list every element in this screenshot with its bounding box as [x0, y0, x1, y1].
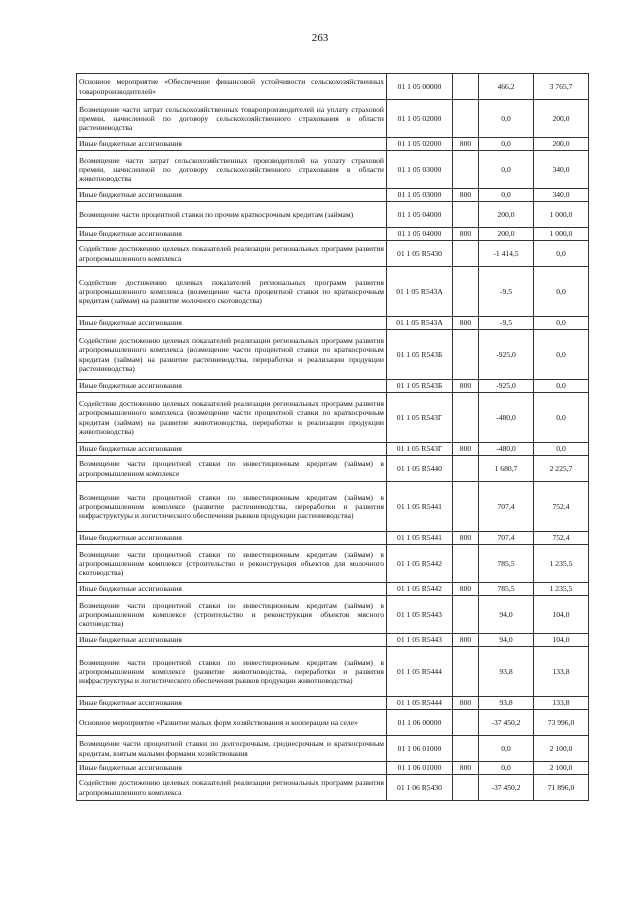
row-vr: 800 [453, 189, 479, 202]
row-value-2: 0,0 [534, 380, 589, 393]
row-name: Содействие достижению целевых показателей региональных программ развития агропромышленного комплекса (возмещение часта процентной ставки по краткосрочным кредитам (займам) на развитие молочного скотоводства) [77, 267, 387, 317]
row-code: 01 1 06 01000 [387, 736, 453, 762]
row-value-1: -9,5 [479, 267, 534, 317]
row-vr: 800 [453, 532, 479, 545]
table-row [77, 736, 589, 762]
row-code: 01 1 05 R5443 [387, 596, 453, 634]
row-vr [453, 647, 479, 697]
row-vr [453, 775, 479, 801]
row-value-1: -925,0 [479, 330, 534, 380]
row-value-1: 93,8 [479, 697, 534, 710]
row-vr: 800 [453, 443, 479, 456]
row-value-2: 340,0 [534, 189, 589, 202]
row-name: Иные бюджетные ассигнования [77, 583, 387, 596]
row-code: 01 1 05 04000 [387, 202, 453, 228]
row-code: 01 1 05 R5440 [387, 456, 453, 482]
row-name: Содействие достижению целевых показателей реализации региональных программ развития агропромышленного комплекса [77, 775, 387, 801]
row-value-1: 785,5 [479, 583, 534, 596]
row-value-2: 0,0 [534, 330, 589, 380]
row-code: 01 1 05 R5441 [387, 482, 453, 532]
row-value-1: -37 450,2 [479, 775, 534, 801]
row-value-1: 94,0 [479, 596, 534, 634]
row-name: Иные бюджетные ассигнования [77, 443, 387, 456]
table-row [77, 456, 589, 482]
row-code: 01 1 05 02000 [387, 100, 453, 138]
row-code: 01 1 05 R5442 [387, 583, 453, 596]
row-name: Возмещение части процентной ставки по инвестиционным кредитам (займам) в агропромышленном комплексе [77, 456, 387, 482]
row-name: Иные бюджетные ассигнования [77, 189, 387, 202]
row-value-2: 1 235,5 [534, 545, 589, 583]
row-name: Основное мероприятие «Обеспечение финансовой устойчивости сельскохозяйственных товаропроизводителей» [77, 74, 387, 100]
row-vr [453, 151, 479, 189]
row-value-1: 707,4 [479, 482, 534, 532]
row-code: 01 1 06 00000 [387, 710, 453, 736]
table-row [77, 532, 589, 545]
row-value-1: 0,0 [479, 138, 534, 151]
row-value-2: 0,0 [534, 241, 589, 267]
row-vr: 800 [453, 634, 479, 647]
table-row [77, 583, 589, 596]
row-vr: 800 [453, 583, 479, 596]
table-row [77, 545, 589, 583]
row-code: 01 1 05 04000 [387, 228, 453, 241]
row-name: Иные бюджетные ассигнования [77, 317, 387, 330]
row-value-2: 104,0 [534, 596, 589, 634]
row-vr: 800 [453, 762, 479, 775]
row-value-1: 0,0 [479, 762, 534, 775]
table-row [77, 443, 589, 456]
table-row [77, 267, 589, 317]
row-value-2: 0,0 [534, 393, 589, 443]
row-name: Возмещение части затрат сельскохозяйственных товаропроизводителей на уплату страховой премии, начисленной по договору сельскохозяйственного страхования в области растениеводства [77, 100, 387, 138]
row-value-2: 0,0 [534, 317, 589, 330]
table-row [77, 697, 589, 710]
row-vr [453, 202, 479, 228]
row-value-2: 2 100,0 [534, 736, 589, 762]
table-row [77, 202, 589, 228]
table-row [77, 138, 589, 151]
table-row [77, 596, 589, 634]
row-value-1: -37 450,2 [479, 710, 534, 736]
table-row [77, 647, 589, 697]
row-code: 01 1 05 03000 [387, 151, 453, 189]
row-code: 01 1 05 R543Г [387, 443, 453, 456]
row-value-1: -480,0 [479, 443, 534, 456]
row-name: Иные бюджетные ассигнования [77, 138, 387, 151]
row-code: 01 1 05 R5443 [387, 634, 453, 647]
row-code: 01 1 06 01000 [387, 762, 453, 775]
table-row [77, 100, 589, 138]
row-code: 01 1 05 R5441 [387, 532, 453, 545]
row-value-2: 752,4 [534, 482, 589, 532]
row-value-1: 785,5 [479, 545, 534, 583]
row-name: Иные бюджетные ассигнования [77, 762, 387, 775]
row-value-1: 200,0 [479, 202, 534, 228]
row-value-2: 0,0 [534, 267, 589, 317]
row-code: 01 1 05 R5430 [387, 241, 453, 267]
row-code: 01 1 05 R5444 [387, 647, 453, 697]
row-vr [453, 241, 479, 267]
row-value-1: 0,0 [479, 189, 534, 202]
row-vr [453, 267, 479, 317]
row-name: Возмещение части процентной ставки по инвестиционным кредитам (займам) в агропромышленном комплексе (развитие животноводства, переработки и развития инфраструктуры и логистического обеспечения рынков продукции животноводства) [77, 647, 387, 697]
budget-table [76, 73, 589, 801]
table-row [77, 393, 589, 443]
row-code: 01 1 05 03000 [387, 189, 453, 202]
row-value-1: -480,0 [479, 393, 534, 443]
row-vr [453, 393, 479, 443]
row-value-2: 1 000,0 [534, 202, 589, 228]
row-value-2: 752,4 [534, 532, 589, 545]
row-name: Иные бюджетные ассигнования [77, 697, 387, 710]
row-value-2: 200,0 [534, 138, 589, 151]
row-code: 01 1 05 R543Б [387, 380, 453, 393]
row-code: 01 1 05 R5444 [387, 697, 453, 710]
row-code: 01 1 05 02000 [387, 138, 453, 151]
row-value-2: 340,0 [534, 151, 589, 189]
table-row [77, 330, 589, 380]
row-value-2: 133,8 [534, 647, 589, 697]
row-vr [453, 710, 479, 736]
row-name: Иные бюджетные ассигнования [77, 380, 387, 393]
row-code: 01 1 05 R543Г [387, 393, 453, 443]
row-code: 01 1 05 00000 [387, 74, 453, 100]
table-row [77, 317, 589, 330]
row-code: 01 1 05 R543Б [387, 330, 453, 380]
row-value-2: 2 225,7 [534, 456, 589, 482]
row-name: Иные бюджетные ассигнования [77, 634, 387, 647]
row-value-2: 200,0 [534, 100, 589, 138]
row-value-1: 0,0 [479, 100, 534, 138]
row-name: Возмещение части процентной ставки по прочим краткосрочным кредитам (займам) [77, 202, 387, 228]
table-row [77, 228, 589, 241]
row-name: Возмещение части процентной ставки по инвестиционным кредитам (займам) в агропромышленном комплексе (строительство и реконструкция объектов мясного скотоводства) [77, 596, 387, 634]
row-name: Возмещение части затрат сельскохозяйственных производителей на уплату страховой премии, начисленной по договору сельскохозяйственного страхования в области животноводства [77, 151, 387, 189]
table-row [77, 710, 589, 736]
row-value-2: 1 235,5 [534, 583, 589, 596]
page-number: 263 [311, 32, 329, 44]
row-vr [453, 482, 479, 532]
row-value-2: 133,8 [534, 697, 589, 710]
table-row [77, 762, 589, 775]
row-value-1: -925,0 [479, 380, 534, 393]
row-value-2: 0,0 [534, 443, 589, 456]
row-vr [453, 596, 479, 634]
row-name: Содействие достижению целевых показателей реализации региональных программ развития агропромышленного комплекса [77, 241, 387, 267]
table-row [77, 482, 589, 532]
row-value-2: 104,0 [534, 634, 589, 647]
row-value-1: 0,0 [479, 151, 534, 189]
row-name: Возмещение части процентной ставки по инвестиционным кредитам (займам) в агропромышленном комплексе (развитие растениеводства, переработки и развития инфраструктуры и логистического обеспечения рынков продукции растениеводства) [77, 482, 387, 532]
row-name: Иные бюджетные ассигнования [77, 532, 387, 545]
row-code: 01 1 05 R543А [387, 317, 453, 330]
row-value-1: 93,8 [479, 647, 534, 697]
table-row [77, 634, 589, 647]
row-value-1: 1 680,7 [479, 456, 534, 482]
row-value-2: 71 896,0 [534, 775, 589, 801]
row-value-2: 1 000,0 [534, 228, 589, 241]
row-vr [453, 456, 479, 482]
row-code: 01 1 05 R5442 [387, 545, 453, 583]
row-vr: 800 [453, 228, 479, 241]
row-value-1: 200,0 [479, 228, 534, 241]
row-value-1: 707,4 [479, 532, 534, 545]
row-code: 01 1 05 R543А [387, 267, 453, 317]
row-name: Возмещение части процентной ставки по долгосрочным, среднесрочным и краткосрочным кредитам, взятым малыми формами хозяйствования [77, 736, 387, 762]
row-vr [453, 74, 479, 100]
row-value-1: -9,5 [479, 317, 534, 330]
row-value-1: 466,2 [479, 74, 534, 100]
row-vr [453, 545, 479, 583]
row-vr: 800 [453, 138, 479, 151]
row-vr [453, 100, 479, 138]
row-value-1: 0,0 [479, 736, 534, 762]
row-vr: 800 [453, 380, 479, 393]
row-value-2: 3 765,7 [534, 74, 589, 100]
table-row [77, 241, 589, 267]
table-row [77, 74, 589, 100]
table-row [77, 380, 589, 393]
row-value-2: 73 996,0 [534, 710, 589, 736]
row-vr: 800 [453, 317, 479, 330]
table-row [77, 189, 589, 202]
row-vr [453, 736, 479, 762]
row-name: Содействие достижению целевых показателей реализации региональных программ развития агропромышленного комплекса (возмещение части процентной ставки по краткосрочным кредитам (займам) на развитие животноводства, переработки и реализации продукции животноводства) [77, 393, 387, 443]
table-row [77, 775, 589, 801]
row-vr [453, 330, 479, 380]
row-name: Возмещение части процентной ставки по инвестиционным кредитам (займам) в агропромышленном комплексе (строительство и реконструкция объектов для молочного скотоводства) [77, 545, 387, 583]
table-row [77, 151, 589, 189]
row-name: Иные бюджетные ассигнования [77, 228, 387, 241]
row-value-2: 2 100,0 [534, 762, 589, 775]
row-name: Основное мероприятие «Развитие малых форм хозяйствования и кооперации на селе» [77, 710, 387, 736]
row-value-1: -1 414,5 [479, 241, 534, 267]
row-value-1: 94,0 [479, 634, 534, 647]
row-vr: 800 [453, 697, 479, 710]
budget-table-body [77, 74, 589, 801]
row-code: 01 1 06 R5430 [387, 775, 453, 801]
row-name: Содействие достижению целевых показателей реализации региональных программ развития агропромышленного комплекса (возмещение части процентной ставки по краткосрочным кредитам (займам) на развитие растениеводства, переработки и реализации продукции растениеводства) [77, 330, 387, 380]
